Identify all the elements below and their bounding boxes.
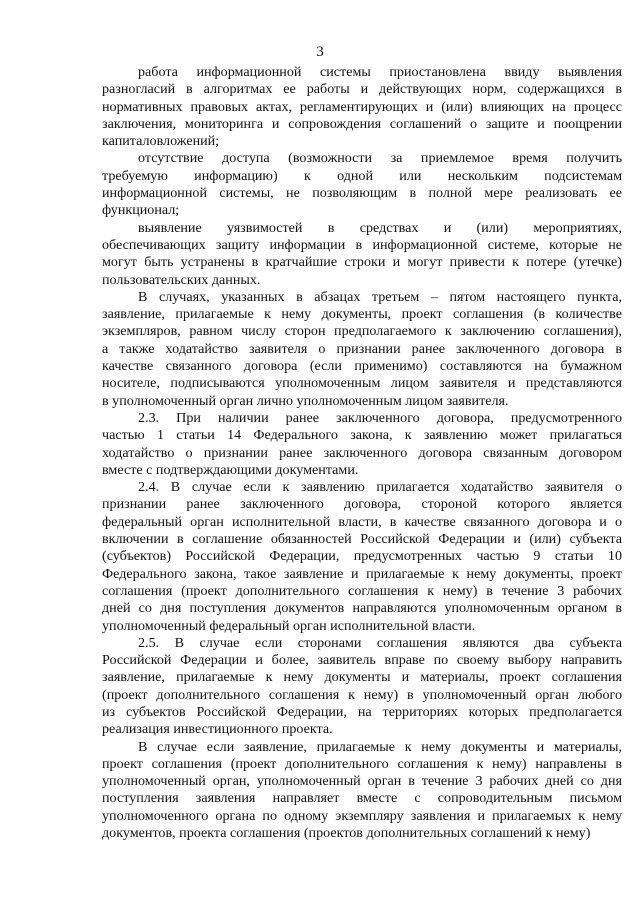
text-line: разногласий в алгоритмах ее работы и действующих норм, содержащихся в (102, 81, 622, 98)
text-line: из субъектов Российской Федерации, на территориях которых предполагается (102, 703, 622, 720)
text-line: документов, проекта соглашения (проектов дополнительных соглашений к нему) (102, 825, 591, 842)
text-line: в уполномоченный орган лично уполномоченным лицом заявителя. (102, 392, 509, 409)
text-line: 2.4. В случае если к заявлению прилагается ходатайство заявителя о (138, 479, 622, 496)
text-line: реализация инвестиционного проекта. (102, 721, 333, 738)
text-line: уполномоченного органа по одному экземпляру заявления и прилагаемых к нему (102, 807, 622, 824)
text-line: требуемую информацию) к одной или нескольким подсистемам (102, 167, 622, 184)
paragraph (102, 64, 622, 150)
text-line: выявление уязвимостей в средствах и (или) мероприятиях, (138, 219, 622, 236)
paragraph (102, 739, 622, 843)
paragraph (102, 635, 622, 739)
text-line: федеральный орган исполнительной власти, в качестве связанного договора и о (102, 513, 622, 530)
text-line: информационной системы, не позволяющим в полной мере реализовать ее (102, 185, 622, 202)
text-line: проект соглашения (проект дополнительного соглашения к нему) направлены в (102, 755, 622, 772)
text-line: заключения, мониторинга и сопровождения соглашений о защите и поощрении (102, 115, 622, 132)
text-line: вместе с подтверждающими документами. (102, 461, 359, 478)
text-line: уполномоченный федеральный орган исполнительной власти. (102, 617, 476, 634)
text-line: поступления заявления направляет вместе с сопроводительным письмом (102, 790, 622, 807)
text-line: включении в соглашение обязанностей Российской Федерации и (или) субъекта (102, 531, 622, 548)
text-line: работа информационной системы приостановлена ввиду выявления (138, 64, 622, 80)
page-number: 3 (316, 44, 324, 60)
text-line: признании ранее заключенного договора, стороной которого является (102, 496, 622, 513)
text-line: а также ходатайство заявителя о признании ранее заключенного договора в (102, 340, 622, 357)
text-line: уполномоченный орган, уполномоченный орган в течение 3 рабочих дней со дня (102, 773, 622, 790)
text-line: отсутствие доступа (возможности за приемлемое время получить (138, 150, 622, 167)
text-line: капиталовложений; (102, 133, 220, 150)
text-line: экземпляров, равном числу сторон предполагаемого к заключению соглашения), (102, 323, 622, 340)
text-line: нормативных правовых актах, регламентирующих и (или) влияющих на процесс (102, 98, 622, 115)
paragraph (102, 220, 622, 289)
text-line: Российской Федерации и более, заявитель вправе по своему выбору направить (102, 652, 622, 669)
text-line: В случае если заявление, прилагаемые к нему документы и материалы, (138, 738, 622, 755)
text-line: функционал; (102, 202, 180, 219)
text-line: В случаях, указанных в абзацах третьем – пятом настоящего пункта, (138, 288, 622, 305)
paragraph (102, 150, 622, 219)
paragraph (102, 289, 622, 410)
text-line: носителе, подписываются уполномоченным лицом заявителя и представляются (102, 375, 622, 392)
document-body (102, 64, 622, 842)
text-line: заявление, прилагаемые к нему документы и материалы, проект соглашения (102, 669, 622, 686)
text-line: 2.3. При наличии ранее заключенного договора, предусмотренного (138, 409, 622, 426)
text-line: дней со дня поступления документов направляются уполномоченным органом в (102, 600, 622, 617)
paragraph (102, 479, 622, 635)
text-line: ходатайство о признании ранее заключенного договора связанным договором (102, 444, 622, 461)
text-line: качестве связанного договора (если применимо) составляются на бумажном (102, 358, 622, 375)
text-line: (субъектов) Российской Федерации, предусмотренных частью 9 статьи 10 (102, 548, 622, 565)
text-line: соглашения (проект дополнительного соглашения к нему) в течение 3 рабочих (102, 582, 622, 599)
text-line: обеспечивающих защиту информации в информационной системе, которые не (102, 236, 622, 253)
text-line: 2.5. В случае если сторонами соглашения являются два субъекта (138, 634, 622, 651)
paragraph (102, 410, 622, 479)
text-line: заявление, прилагаемые к нему документы, проект соглашения (в количестве (102, 306, 622, 323)
text-line: частью 1 статьи 14 Федерального закона, к заявлению может прилагаться (102, 427, 622, 444)
text-line: (проект дополнительного соглашения к нему) в уполномоченный орган любого (102, 686, 622, 703)
text-line: пользовательских данных. (102, 271, 261, 288)
text-line: могут быть устранены в кратчайшие строки и могут привести к потере (утечке) (102, 254, 622, 271)
text-line: Федерального закона, такое заявление и прилагаемые к нему документы, проект (102, 565, 622, 582)
